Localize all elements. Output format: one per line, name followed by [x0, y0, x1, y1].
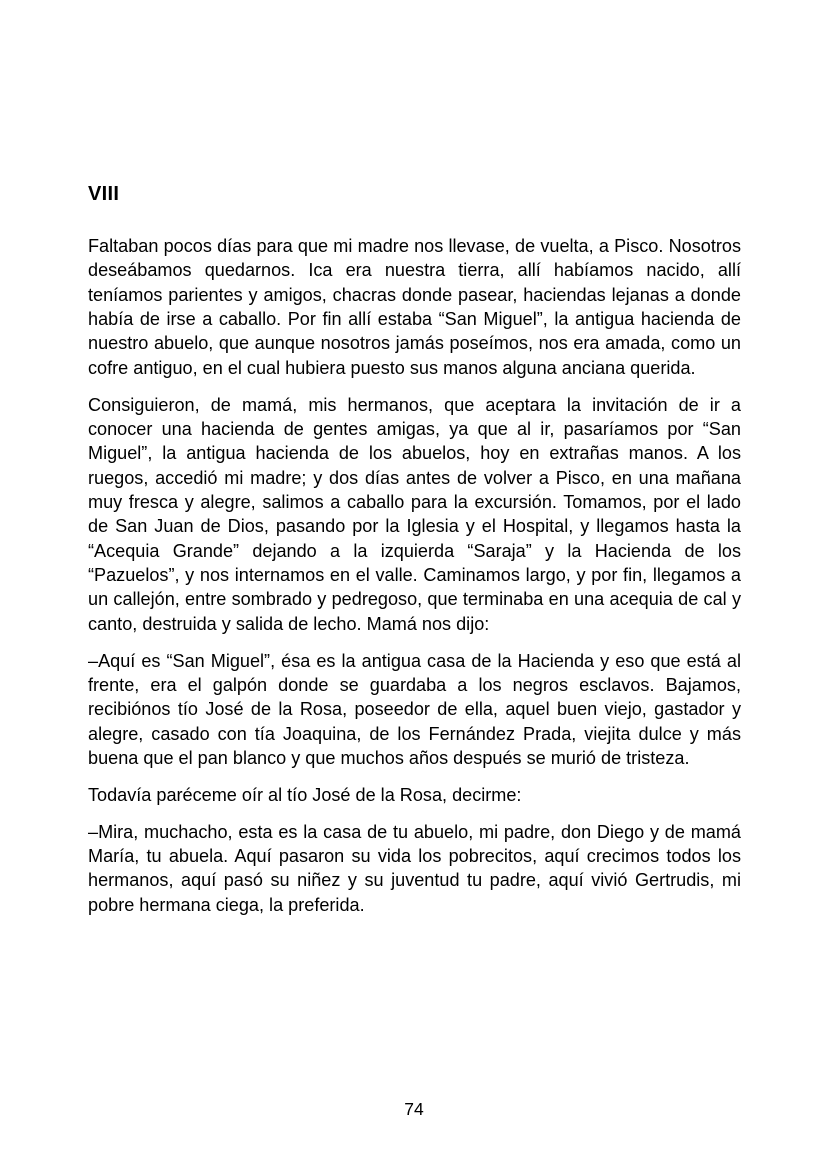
- page-body: [88, 182, 741, 917]
- body-paragraph-4: Todavía paréceme oír al tío José de la Rosa, decirme:: [88, 784, 522, 805]
- body-paragraph-5: –Mira, muchacho, esta es la casa de tu abuelo, mi padre, don Diego y de mamá María, tu abuela. Aquí pasaron su vida los pobrecitos, aquí crecimos todos los hermanos, aquí pasó su niñez y su juventud tu padre, aquí vivió Gertrudis, mi pobre hermana ciega, la preferida.: [88, 821, 741, 915]
- body-paragraph-2: Consiguieron, de mamá, mis hermanos, que aceptara la invitación de ir a conocer una hacienda de gentes amigas, ya que al ir, pasaríamos por “San Miguel”, la antigua hacienda de los abuelos, hoy en extrañas manos. A los ruegos, accedió mi madre; y dos días antes de volver a Pisco, en una mañana muy fresca y alegre, salimos a caballo para la excursión. Tomamos, por el lado de San Juan de Dios, pasando por la Iglesia y el Hospital, y llegamos hasta la “Acequia Grande” dejando a la izquierda “Saraja” y la Hacienda de los “Pazuelos”, y nos internamos en el valle. Caminamos largo, y por fin, llegamos a un callejón, entre sombrado y pedregoso, que terminaba en una acequia de cal y canto, destruida y salida de lecho. Mamá nos dijo:: [88, 394, 741, 634]
- page-number: 74: [404, 1099, 424, 1119]
- body-paragraph-3: –Aquí es “San Miguel”, ésa es la antigua casa de la Hacienda y eso que está al frente, era el galpón donde se guardaba a los negros esclavos. Bajamos, recibiónos tío José de la Rosa, poseedor de ella, aquel buen viejo, gastador y alegre, casado con tía Joaquina, de los Fernández Prada, viejita dulce y más buena que el pan blanco y que muchos años después se murió de tristeza.: [88, 650, 741, 768]
- chapter-heading: VIII: [88, 183, 120, 205]
- body-paragraph-1: Faltaban pocos días para que mi madre nos llevase, de vuelta, a Pisco. Nosotros deseábamos quedarnos. Ica era nuestra tierra, allí habíamos nacido, allí teníamos parientes y amigos, chacras donde pasear, haciendas lejanas a donde había de irse a caballo. Por fin allí estaba “San Miguel”, la antigua hacienda de nuestro abuelo, que aunque nosotros jamás poseímos, nos era amada, como un cofre antiguo, en el cual hubiera puesto sus manos alguna anciana querida.: [88, 236, 741, 378]
